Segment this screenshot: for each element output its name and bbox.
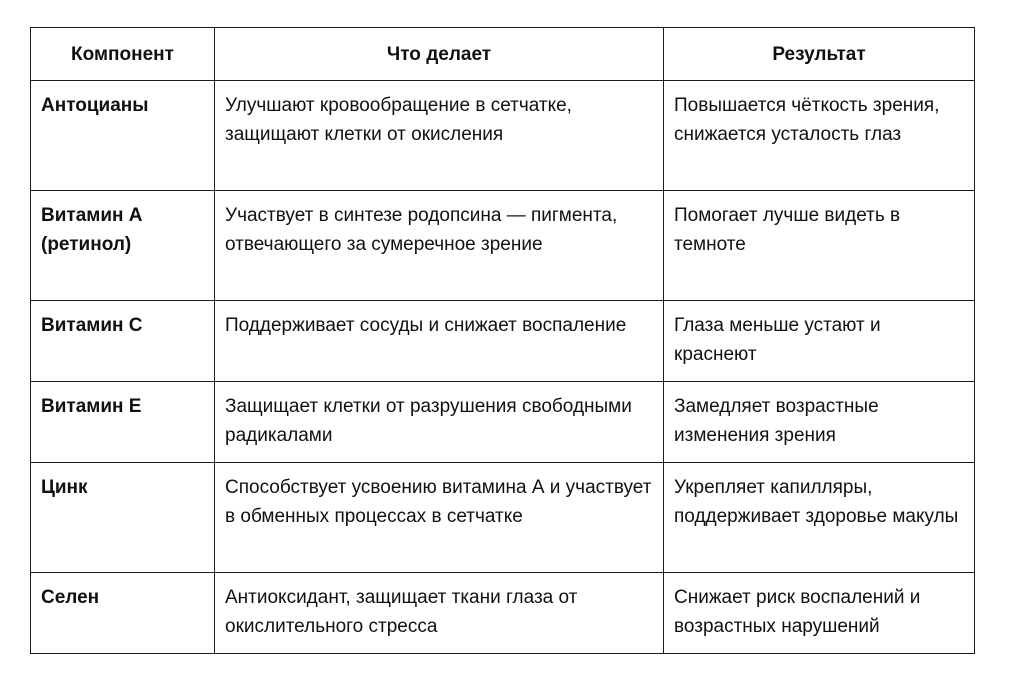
cell-component bbox=[31, 382, 215, 463]
cell-component bbox=[31, 573, 215, 654]
cell-component-text: Витамин С bbox=[41, 315, 143, 336]
cell-component-text: Витамин А (ретинол) bbox=[41, 205, 143, 255]
nutrients-table bbox=[30, 27, 975, 654]
cell-component-text: Антоцианы bbox=[41, 95, 149, 116]
table-header-row bbox=[31, 28, 975, 81]
header-component: Компонент bbox=[31, 28, 215, 81]
cell-component-text: Селен bbox=[41, 587, 100, 608]
table-row bbox=[31, 573, 975, 654]
cell-action-text: Антиоксидант, защищает ткани глаза от окислительного стресса bbox=[225, 587, 578, 637]
cell-component bbox=[31, 191, 215, 301]
cell-component-text: Цинк bbox=[41, 477, 88, 498]
cell-result-text: Замедляет возрастные изменения зрения bbox=[674, 396, 879, 446]
table-row bbox=[31, 81, 975, 191]
cell-result bbox=[664, 463, 975, 573]
cell-result-text: Помогает лучше видеть в темноте bbox=[674, 205, 901, 255]
cell-action bbox=[215, 301, 664, 382]
cell-action-text: Улучшают кровообращение в сетчатке, защищают клетки от окисления bbox=[225, 95, 572, 145]
cell-component bbox=[31, 81, 215, 191]
table-row bbox=[31, 301, 975, 382]
cell-action-text: Защищает клетки от разрушения свободными радикалами bbox=[225, 396, 632, 446]
cell-component-text: Витамин Е bbox=[41, 396, 142, 417]
cell-action bbox=[215, 81, 664, 191]
cell-result bbox=[664, 191, 975, 301]
cell-result-text: Глаза меньше устают и краснеют bbox=[674, 315, 881, 365]
nutrients-table-container bbox=[30, 27, 974, 654]
table-row bbox=[31, 191, 975, 301]
table-row bbox=[31, 382, 975, 463]
cell-action bbox=[215, 191, 664, 301]
cell-result bbox=[664, 81, 975, 191]
cell-action-text: Способствует усвоению витамина А и участвует в обменных процессах в сетчатке bbox=[225, 477, 652, 527]
cell-result-text: Укрепляет капилляры, поддерживает здоровье макулы bbox=[674, 477, 959, 527]
cell-result-text: Повышается чёткость зрения, снижается усталость глаз bbox=[674, 95, 940, 145]
header-action: Что делает bbox=[215, 28, 664, 81]
cell-action-text: Участвует в синтезе родопсина — пигмента, отвечающего за сумеречное зрение bbox=[225, 205, 618, 255]
cell-result-text: Снижает риск воспалений и возрастных нарушений bbox=[674, 587, 921, 637]
table-row bbox=[31, 463, 975, 573]
cell-result bbox=[664, 301, 975, 382]
cell-action bbox=[215, 463, 664, 573]
cell-action bbox=[215, 573, 664, 654]
header-result: Результат bbox=[664, 28, 975, 81]
cell-action bbox=[215, 382, 664, 463]
cell-result bbox=[664, 573, 975, 654]
cell-action-text: Поддерживает сосуды и снижает воспаление bbox=[225, 315, 627, 336]
cell-component bbox=[31, 463, 215, 573]
cell-component bbox=[31, 301, 215, 382]
cell-result bbox=[664, 382, 975, 463]
